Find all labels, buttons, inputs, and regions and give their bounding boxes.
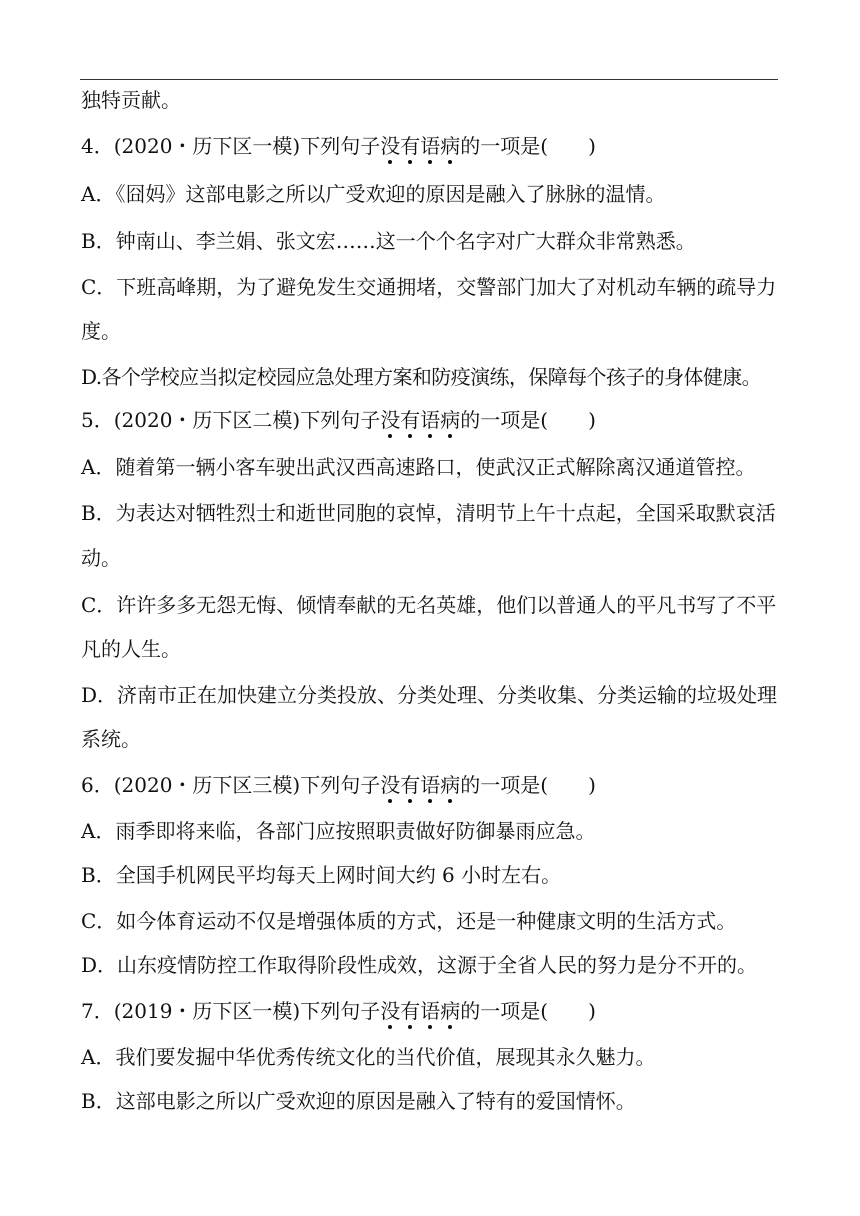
question-source: (2019・历下区一模) (113, 999, 301, 1023)
emphasis-char: 病 (440, 773, 461, 797)
option-b-cont: 动。 (81, 546, 121, 570)
option-c: C．如今体育运动不仅是增强体质的方式，还是一种健康文明的生活方式。 (81, 909, 737, 933)
header-rule (80, 79, 778, 80)
question-6-stem: 6．(2020・历下区三模)下列句子没有语病的一项是( ) (81, 773, 596, 797)
emphasis-char: 语 (420, 999, 441, 1023)
question-number: 5． (81, 408, 114, 432)
question-4-stem: 4．(2020・历下区一模)下列句子没有语病的一项是( ) (81, 134, 596, 158)
option-d-cont: 系统。 (81, 727, 141, 751)
emphasis-char: 语 (420, 408, 441, 432)
emphasis-char: 病 (440, 408, 461, 432)
option-a: A．随着第一辆小客车驶出武汉西高速路口，使武汉正式解除离汉通道管控。 (81, 455, 756, 479)
option-c-cont: 凡的人生。 (81, 637, 181, 661)
option-b: B．为表达对牺牲烈士和逝世同胞的哀悼，清明节上午十点起，全国采取默哀活 (81, 501, 776, 525)
emphasis-char: 没 (380, 134, 401, 158)
emphasis-char: 没 (380, 773, 401, 797)
option-d: D．济南市正在加快建立分类投放、分类处理、分类收集、分类运输的垃圾处理 (81, 683, 778, 707)
option-a: A．我们要发掘中华优秀传统文化的当代价值，展现其永久魅力。 (81, 1045, 656, 1069)
option-b: B．全国手机网民平均每天上网时间大约 6 小时左右。 (81, 863, 562, 887)
option-c-cont: 度。 (81, 319, 121, 343)
emphasis-char: 没 (380, 408, 401, 432)
emphasis-char: 病 (440, 134, 461, 158)
question-5-stem: 5．(2020・历下区二模)下列句子没有语病的一项是( ) (81, 408, 596, 432)
question-source: (2020・历下区三模) (113, 773, 301, 797)
option-d: D.各个学校应当拟定校园应急处理方案和防疫演练，保障每个孩子的身体健康。 (81, 365, 762, 389)
option-a: A．雨季即将来临，各部门应按照职责做好防御暴雨应急。 (81, 819, 596, 843)
emphasis-char: 语 (420, 134, 441, 158)
question-source: (2020・历下区二模) (113, 408, 301, 432)
option-d: D．山东疫情防控工作取得阶段性成效，这源于全省人民的努力是分不开的。 (81, 953, 758, 977)
option-b: B．这部电影之所以广受欢迎的原因是融入了特有的爱国情怀。 (81, 1089, 636, 1113)
emphasis-char: 有 (400, 408, 421, 432)
emphasis-char: 有 (400, 999, 421, 1023)
question-number: 4． (81, 134, 114, 158)
option-b: B．钟南山、李兰娟、张文宏……这一个个名字对广大群众非常熟悉。 (81, 229, 696, 253)
option-c: C．许许多多无怨无悔、倾情奉献的无名英雄，他们以普通人的平凡书写了不平 (81, 593, 777, 617)
option-a: A．《囧妈》这部电影之所以广受欢迎的原因是融入了脉脉的温情。 (81, 182, 666, 206)
emphasis-char: 有 (400, 773, 421, 797)
question-7-stem: 7．(2019・历下区一模)下列句子没有语病的一项是( ) (81, 999, 596, 1023)
question-number: 6． (81, 773, 114, 797)
option-c: C．下班高峰期，为了避免发生交通拥堵，交警部门加大了对机动车辆的疏导力 (81, 275, 777, 299)
continuation-text: 独特贡献。 (81, 88, 181, 112)
emphasis-char: 有 (400, 134, 421, 158)
question-number: 7． (81, 999, 114, 1023)
emphasis-char: 没 (380, 999, 401, 1023)
emphasis-char: 语 (420, 773, 441, 797)
question-source: (2020・历下区一模) (113, 134, 301, 158)
emphasis-char: 病 (440, 999, 461, 1023)
